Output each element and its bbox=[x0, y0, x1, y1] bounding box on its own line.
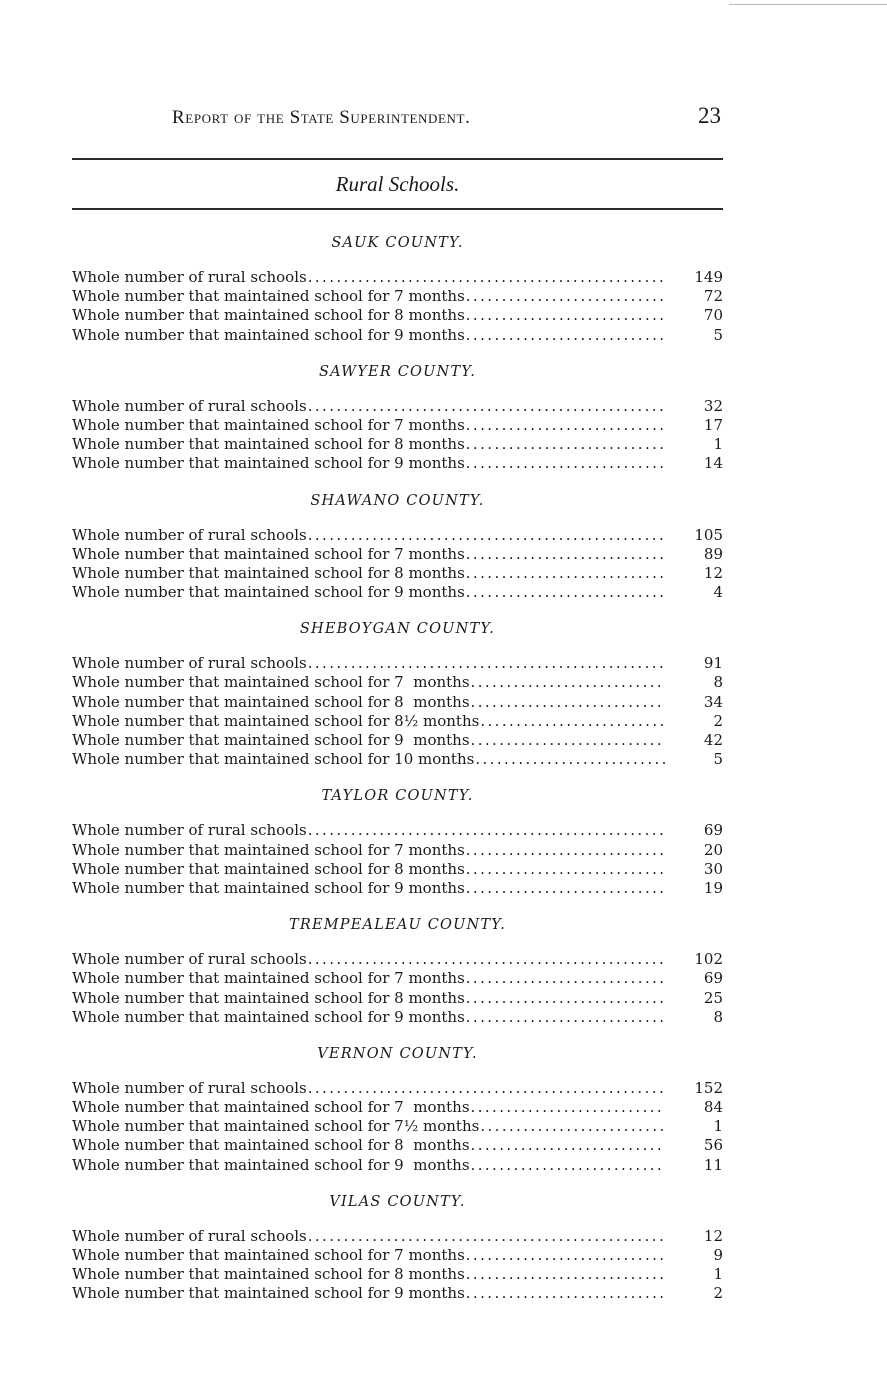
section-gap bbox=[72, 602, 723, 620]
table-row bbox=[72, 989, 723, 1008]
row-label: Whole number that maintained school for 9 months bbox=[72, 454, 465, 473]
county-heading: VERNON COUNTY. bbox=[317, 1045, 478, 1062]
table-row bbox=[72, 416, 723, 435]
row-value: 17 bbox=[703, 415, 723, 434]
row-label: Whole number that maintained school for 7 months bbox=[72, 840, 465, 859]
row-value: 1 bbox=[713, 1265, 723, 1284]
row-value: 30 bbox=[703, 859, 723, 878]
dot-leader bbox=[470, 1156, 665, 1175]
dot-leader bbox=[465, 326, 665, 345]
row-value: 2 bbox=[713, 1284, 723, 1303]
row-value: 19 bbox=[703, 878, 723, 897]
row-label: Whole number of rural schools bbox=[72, 525, 307, 544]
table-row bbox=[72, 326, 723, 345]
row-label: Whole number that maintained school for 9 months bbox=[72, 731, 470, 749]
table-row bbox=[72, 1246, 723, 1265]
county-heading: SAUK COUNTY. bbox=[331, 235, 464, 251]
table-row bbox=[72, 879, 723, 898]
dot-leader bbox=[465, 416, 665, 435]
row-label: Whole number that maintained school for 8 months bbox=[72, 859, 465, 878]
row-label: Whole number that maintained school for 9 months bbox=[72, 1007, 465, 1026]
page-edge-line bbox=[729, 4, 887, 5]
county-heading: TAYLOR COUNTY. bbox=[321, 788, 474, 805]
row-value: 12 bbox=[703, 1226, 723, 1245]
section-gap bbox=[72, 1175, 723, 1193]
row-value: 91 bbox=[703, 654, 723, 673]
table-row bbox=[72, 1136, 723, 1155]
row-label: Whole number that maintained school for 10 months bbox=[72, 750, 475, 769]
county-section bbox=[72, 620, 723, 787]
row-label: Whole number that maintained school for 8 months bbox=[72, 306, 465, 325]
dot-leader bbox=[465, 435, 665, 454]
county-heading: TREMPEALEAU COUNTY. bbox=[288, 917, 507, 934]
top-rule bbox=[72, 158, 723, 160]
row-label: Whole number that maintained school for 8 months bbox=[72, 1265, 465, 1284]
dot-leader bbox=[465, 1284, 665, 1303]
row-value: 9 bbox=[713, 1246, 723, 1264]
section-gap bbox=[72, 769, 723, 787]
county-section bbox=[72, 1045, 723, 1193]
dot-leader bbox=[465, 564, 665, 583]
table-row bbox=[72, 693, 723, 712]
county-heading: SAWYER COUNTY. bbox=[318, 363, 477, 380]
row-value: 69 bbox=[703, 969, 723, 988]
dot-leader bbox=[470, 1136, 665, 1155]
row-value: 69 bbox=[703, 821, 723, 840]
table-row bbox=[72, 583, 723, 602]
dot-leader bbox=[465, 1265, 665, 1284]
row-value: 105 bbox=[694, 525, 723, 544]
row-value: 34 bbox=[703, 692, 723, 711]
row-value: 32 bbox=[703, 396, 723, 415]
row-label: Whole number of rural schools bbox=[72, 396, 307, 415]
row-label: Whole number of rural schools bbox=[72, 821, 307, 840]
dot-leader bbox=[465, 841, 665, 860]
row-label: Whole number that maintained school for 9 months bbox=[72, 1155, 470, 1174]
row-label: Whole number that maintained school for 8 months bbox=[72, 563, 465, 582]
row-label: Whole number that maintained school for 9 months bbox=[72, 878, 465, 897]
dot-leader bbox=[465, 545, 665, 564]
dot-leader bbox=[307, 821, 665, 840]
table-row bbox=[72, 564, 723, 583]
row-value: 42 bbox=[703, 731, 723, 749]
row-label: Whole number that maintained school for 9 months bbox=[72, 1284, 465, 1303]
table-row bbox=[72, 654, 723, 673]
row-value: 152 bbox=[694, 1078, 723, 1097]
county-tables bbox=[72, 234, 723, 1304]
table-row bbox=[72, 1079, 723, 1098]
row-value: 8 bbox=[713, 673, 723, 692]
table-row bbox=[72, 712, 723, 731]
row-value: 56 bbox=[703, 1136, 723, 1155]
row-value: 5 bbox=[713, 325, 723, 344]
dot-leader bbox=[307, 1079, 665, 1098]
section-gap bbox=[72, 898, 723, 916]
county-section bbox=[72, 1193, 723, 1304]
dot-leader bbox=[470, 1098, 665, 1117]
row-label: Whole number that maintained school for 7 months bbox=[72, 415, 465, 434]
row-label: Whole number that maintained school for 8 months bbox=[72, 435, 465, 454]
row-value: 72 bbox=[703, 287, 723, 306]
table-row bbox=[72, 1284, 723, 1303]
row-label: Whole number that maintained school for 9 months bbox=[72, 583, 465, 602]
table-row bbox=[72, 673, 723, 692]
row-value: 8 bbox=[713, 1007, 723, 1026]
dot-leader bbox=[307, 268, 665, 287]
table-row bbox=[72, 545, 723, 564]
table-row bbox=[72, 1098, 723, 1117]
row-value: 20 bbox=[703, 840, 723, 859]
dot-leader bbox=[307, 950, 665, 969]
dot-leader bbox=[465, 454, 665, 473]
row-label: Whole number of rural schools bbox=[72, 268, 307, 286]
table-row bbox=[72, 750, 723, 769]
county-section bbox=[72, 916, 723, 1045]
dot-leader bbox=[479, 712, 665, 731]
row-label: Whole number that maintained school for 8 months bbox=[72, 692, 470, 711]
row-label: Whole number that maintained school for 7 months bbox=[72, 544, 465, 563]
row-label: Whole number that maintained school for 8 months bbox=[72, 1136, 470, 1155]
section-gap bbox=[72, 345, 723, 363]
row-label: Whole number that maintained school for 7 months bbox=[72, 673, 470, 692]
running-header bbox=[72, 103, 723, 133]
row-value: 89 bbox=[703, 544, 723, 563]
dot-leader bbox=[307, 1227, 665, 1246]
row-label: Whole number that maintained school for 8 months bbox=[72, 988, 465, 1007]
table-row bbox=[72, 841, 723, 860]
dot-leader bbox=[465, 287, 665, 306]
row-label: Whole number of rural schools bbox=[72, 950, 307, 969]
dot-leader bbox=[470, 693, 665, 712]
county-section bbox=[72, 234, 723, 363]
row-label: Whole number that maintained school for 7 months bbox=[72, 969, 465, 988]
table-row bbox=[72, 435, 723, 454]
section-title: Rural Schools. bbox=[335, 172, 460, 196]
dot-leader bbox=[465, 1008, 665, 1027]
row-label: Whole number that maintained school for 9 months bbox=[72, 325, 465, 344]
row-label: Whole number that maintained school for 7 months bbox=[72, 287, 465, 306]
table-row bbox=[72, 1265, 723, 1284]
row-value: 12 bbox=[703, 563, 723, 582]
table-row bbox=[72, 950, 723, 969]
table-row bbox=[72, 1008, 723, 1027]
dot-leader bbox=[474, 750, 665, 769]
dot-leader bbox=[465, 583, 665, 602]
row-label: Whole number of rural schools bbox=[72, 1226, 307, 1245]
county-section bbox=[72, 363, 723, 492]
row-value: 84 bbox=[703, 1098, 723, 1117]
row-value: 5 bbox=[713, 750, 723, 769]
table-row bbox=[72, 306, 723, 325]
section-rule bbox=[72, 208, 723, 210]
dot-leader bbox=[465, 969, 665, 988]
county-heading: SHEBOYGAN COUNTY. bbox=[299, 621, 496, 638]
row-value: 1 bbox=[713, 435, 723, 454]
row-value: 11 bbox=[703, 1155, 723, 1174]
running-header-title: Report of the State Superintendent. bbox=[172, 107, 471, 128]
table-row bbox=[72, 1156, 723, 1175]
county-heading: VILAS COUNTY. bbox=[329, 1193, 466, 1210]
dot-leader bbox=[470, 731, 665, 750]
table-row bbox=[72, 397, 723, 416]
table-row bbox=[72, 1227, 723, 1246]
table-row bbox=[72, 526, 723, 545]
row-value: 2 bbox=[713, 711, 723, 730]
table-row bbox=[72, 268, 723, 287]
row-value: 1 bbox=[713, 1117, 723, 1136]
row-value: 70 bbox=[703, 306, 723, 325]
table-row bbox=[72, 731, 723, 750]
table-row bbox=[72, 287, 723, 306]
dot-leader bbox=[465, 1246, 665, 1265]
row-label: Whole number of rural schools bbox=[72, 654, 307, 673]
row-label: Whole number of rural schools bbox=[72, 1078, 307, 1097]
row-value: 149 bbox=[694, 268, 723, 286]
row-label: Whole number that maintained school for 8½ months bbox=[72, 711, 480, 730]
table-row bbox=[72, 454, 723, 473]
dot-leader bbox=[465, 306, 665, 325]
county-section bbox=[72, 492, 723, 621]
table-row bbox=[72, 821, 723, 840]
row-value: 25 bbox=[703, 988, 723, 1007]
table-row bbox=[72, 860, 723, 879]
row-label: Whole number that maintained school for 7½ months bbox=[72, 1117, 480, 1136]
county-heading: SHAWANO COUNTY. bbox=[310, 492, 485, 509]
dot-leader bbox=[465, 879, 665, 898]
table-row bbox=[72, 1117, 723, 1136]
dot-leader bbox=[470, 673, 665, 692]
row-value: 102 bbox=[694, 950, 723, 969]
dot-leader bbox=[307, 526, 665, 545]
dot-leader bbox=[307, 397, 665, 416]
county-section bbox=[72, 787, 723, 916]
dot-leader bbox=[307, 654, 665, 673]
row-label: Whole number that maintained school for 7 months bbox=[72, 1246, 465, 1264]
section-gap bbox=[72, 474, 723, 492]
dot-leader bbox=[479, 1117, 665, 1136]
page-number: 23 bbox=[698, 103, 721, 128]
row-label: Whole number that maintained school for 7 months bbox=[72, 1098, 470, 1117]
dot-leader bbox=[465, 989, 665, 1008]
table-row bbox=[72, 969, 723, 988]
row-value: 14 bbox=[703, 454, 723, 473]
dot-leader bbox=[465, 860, 665, 879]
section-gap bbox=[72, 1027, 723, 1045]
row-value: 4 bbox=[713, 583, 723, 602]
